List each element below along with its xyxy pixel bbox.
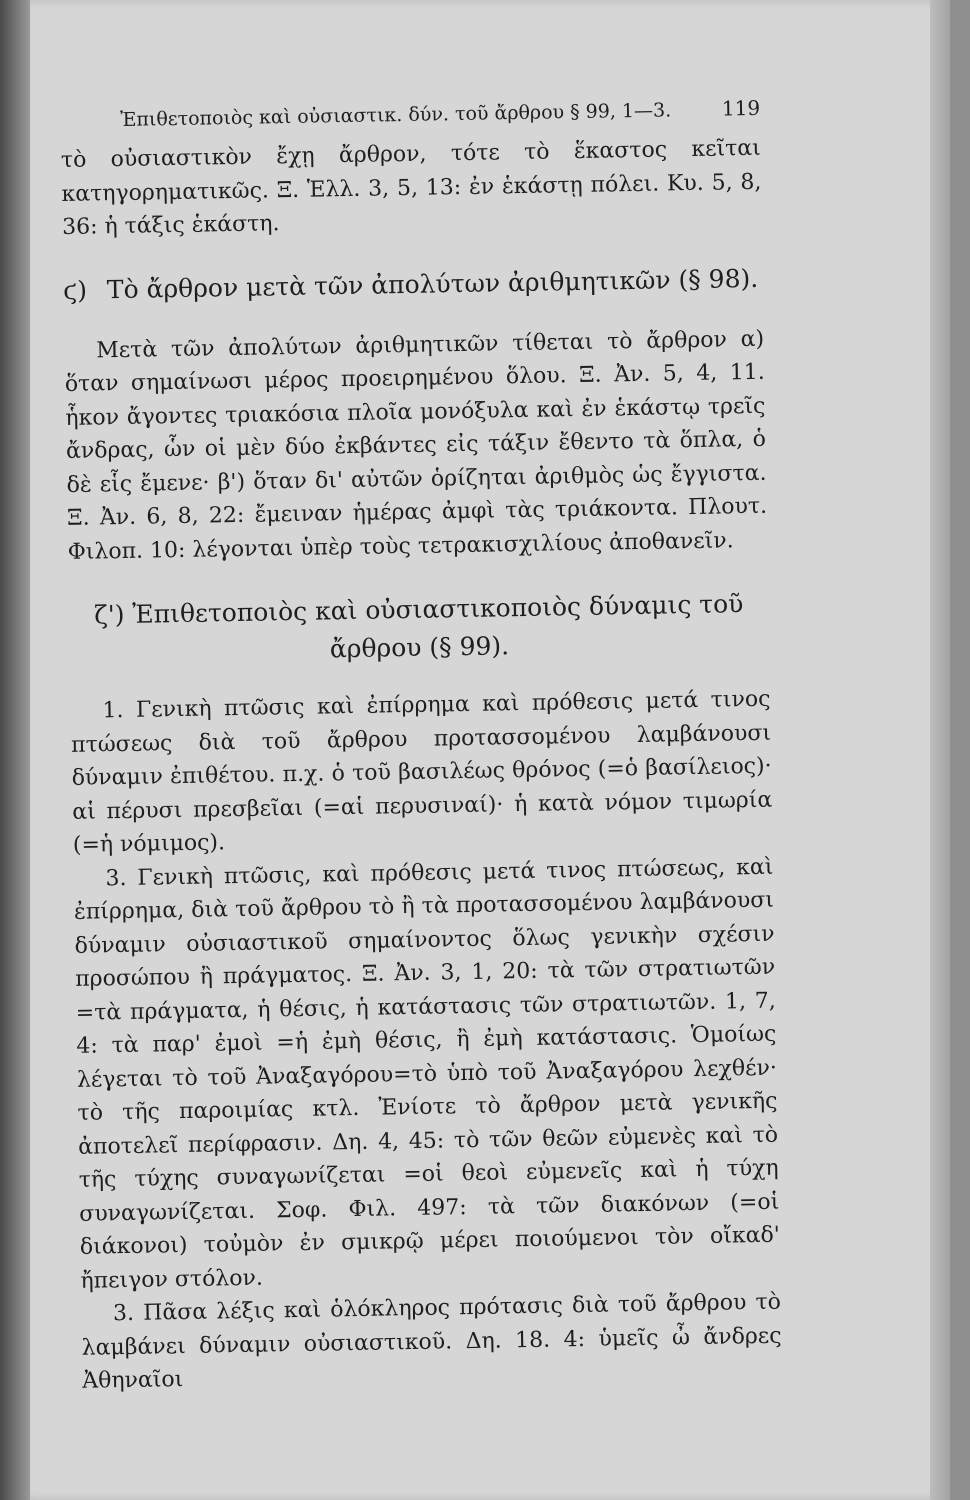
section-marker-stigma: ϛ) — [62, 275, 88, 305]
page-edge — [930, 0, 950, 1500]
book-page — [30, 0, 950, 1500]
section-heading-stigma — [63, 260, 764, 308]
running-head-title: Ἐπιθετοποιὸς καὶ οὐσιαστικ. δύν. τοῦ ἄρθρου § 99, 1—3. — [120, 99, 672, 131]
intro-paragraph: τὸ οὐσιαστικὸν ἔχῃ ἄρθρον, τότε τὸ ἕκαστος κεῖται κατηγορηματικῶς. Ξ. Ἑλλ. 3, 5, 13: ἐν ἑκάστῃ πόλει. Κυ. 5, 8, 36: ἡ τάξις ἑκάστη. — [60, 135, 762, 240]
paragraph-3: 3. Πᾶσα λέξις καὶ ὁλόκληρος πρότασις διὰ τοῦ ἄρθρου τὸ λαμβάνει δύναμιν οὐσιαστικοῦ. Δη. 18. 4: ὑμεῖς ὦ ἄνδρες Ἀθηναῖοι — [81, 1289, 782, 1394]
section-heading-zeta — [69, 585, 770, 673]
page-number: 119 — [721, 95, 761, 121]
section-title-zeta-line1: ζ') Ἐπιθετοποιὸς καὶ οὐσιαστικοποιὸς δύναμις τοῦ — [94, 589, 744, 630]
paragraph-1: 1. Γενικὴ πτῶσις καὶ ἐπίρρημα καὶ πρόθεσις μετά τινος πτώσεως διὰ τοῦ ἄρθρου προτασσομένου λαμβάνουσι δύναμιν ἐπιθέτου. π.χ. ὁ τοῦ βασιλέως θρόνος (=ὁ βασίλειος)· αἱ πέρυσι πρεσβεῖαι (=αἱ περυσιναί)· ἡ κατὰ νόμον τιμωρία (=ἡ νόμιμος). — [70, 686, 773, 858]
section-title-stigma: Τὸ ἄρθρον μετὰ τῶν ἀπολύτων ἀριθμητικῶν (§ 98). — [106, 263, 759, 304]
book-spine — [0, 0, 30, 1500]
running-head — [120, 96, 760, 131]
paragraph-2: 3. Γενικὴ πτῶσις, καὶ πρόθεσις μετά τινος πτώσεως, καὶ ἐπίρρημα, διὰ τοῦ ἄρθρου τὸ ἢ τὰ προτασσομένου λαμβάνουσι δύναμιν οὐσιαστικοῦ σημαίνοντος ὅλως γενικὴν σχέσιν προσώπου ἢ πράγματος. Ξ. Ἀν. 3, 1, 20: τὰ τῶν στρατιωτῶν =τὰ πράγματα, ἡ θέσις, ἡ κατάστασις τῶν στρατιωτῶν. 1, 7, 4: τὰ παρ' ἐμοὶ =ἡ ἐμὴ θέσις, ἢ ἐμὴ κατάστασις. Ὁμοίως λέγεται τὸ τοῦ Ἀναξαγόρου=τὸ ὑπὸ τοῦ Ἀναξαγόρου λεχθέν· τὸ τῆς παροιμίας κτλ. Ἐνίοτε τὸ ἄρθρον μετὰ γενικῆς ἀποτελεῖ περίφρασιν. Δη. 4, 45: τὸ τῶν θεῶν εὐμενὲς καὶ τὸ τῆς τύχης συναγωνίζεται =οἱ θεοὶ εὐμενεῖς καὶ ἡ τύχη συναγωνίζεται. Σοφ. Φιλ. 497: τὰ τῶν διακόνων (=οἱ διάκονοι) τοὐμὸν ἐν σμικρῷ μέρει ποιούμενοι τὸν οἴκαδ' ἤπειγον στόλον. — [73, 854, 780, 1294]
paragraph-numerals: Μετὰ τῶν ἀπολύτων ἀριθμητικῶν τίθεται τὸ ἄρθρον α) ὅταν σημαίνωσι μέρος προειρημένου ὅλου. Ξ. Ἀν. 5, 4, 11. ἧκον ἄγοντες τριακόσια πλοῖα μονόξυλα καὶ ἐν ἑκάστῳ τρεῖς ἄνδρας, ὧν οἱ μὲν δύο ἐκβάντες εἰς τάξιν ἔθεντο τὰ ὅπλα, ὁ δὲ εἷς ἔμενε· β') ὅταν δι' αὐτῶν ὁρίζηται ἀριθμὸς ὡς ἔγγιστα. Ξ. Ἀν. 6, 8, 22: ἔμειναν ἡμέρας ἀμφὶ τὰς τριάκοντα. Πλουτ. Φιλοπ. 10: λέγονται ὑπὲρ τοὺς τετρακισχιλίους ἀποθανεῖν. — [64, 326, 768, 565]
section-title-zeta-line2: ἄρθρου (§ 99). — [329, 631, 510, 664]
page-content — [60, 96, 782, 1399]
